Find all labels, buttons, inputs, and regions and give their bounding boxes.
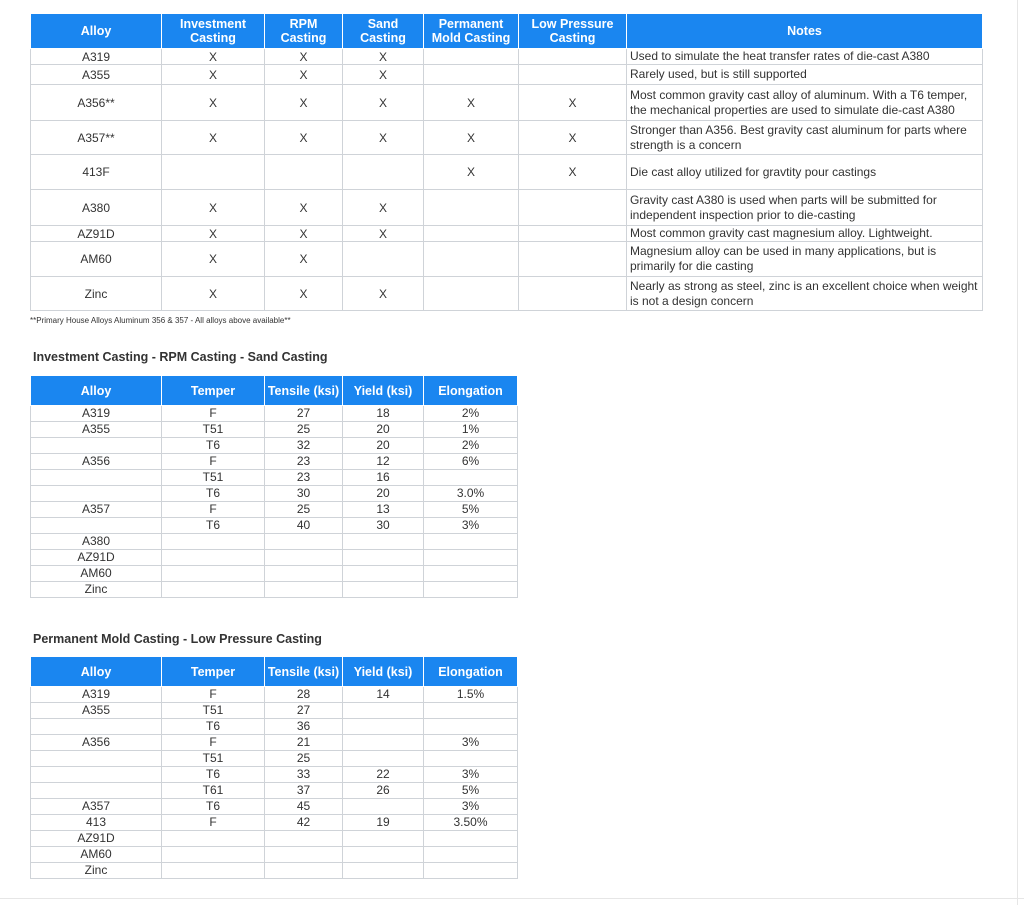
elongation-cell: [424, 550, 518, 566]
header-yield: Yield (ksi): [343, 657, 424, 687]
sand-casting-cell: X: [343, 49, 424, 65]
temper-cell: [162, 863, 265, 879]
alloy-cell: AZ91D: [31, 550, 162, 566]
tensile-cell: 30: [265, 486, 343, 502]
yield-cell: [343, 550, 424, 566]
temper-cell: [162, 847, 265, 863]
temper-cell: T6: [162, 799, 265, 815]
temper-cell: T51: [162, 470, 265, 486]
alloy-cell: AZ91D: [31, 226, 162, 242]
alloy-cell: [31, 486, 162, 502]
table-row: [31, 767, 518, 783]
alloy-cell: 413F: [31, 155, 162, 190]
tensile-cell: 25: [265, 502, 343, 518]
elongation-cell: 2%: [424, 438, 518, 454]
tensile-cell: [265, 582, 343, 598]
header-permanent-mold-casting: Permanent Mold Casting: [424, 14, 519, 49]
sand-casting-cell: X: [343, 85, 424, 121]
rpm-casting-cell: X: [265, 65, 343, 85]
section-title-permanent-mold-low-pressure: Permanent Mold Casting - Low Pressure Casting: [33, 632, 322, 646]
yield-cell: [343, 566, 424, 582]
table-row: [31, 582, 518, 598]
elongation-cell: [424, 751, 518, 767]
yield-cell: 14: [343, 687, 424, 703]
alloy-cell: [31, 438, 162, 454]
header-low-pressure-casting: Low Pressure Casting: [519, 14, 627, 49]
elongation-cell: [424, 831, 518, 847]
table-row: [31, 518, 518, 534]
sand-casting-cell: X: [343, 121, 424, 155]
elongation-cell: [424, 863, 518, 879]
table-row: [31, 85, 983, 121]
table-row: [31, 831, 518, 847]
elongation-cell: 1.5%: [424, 687, 518, 703]
temper-cell: T51: [162, 422, 265, 438]
investment-casting-cell: X: [162, 226, 265, 242]
table-row: [31, 783, 518, 799]
alloy-cell: A357: [31, 799, 162, 815]
investment-casting-cell: X: [162, 121, 265, 155]
alloy-cell: Zinc: [31, 582, 162, 598]
alloy-cell: AZ91D: [31, 831, 162, 847]
alloy-cell: A380: [31, 190, 162, 226]
table-row: [31, 502, 518, 518]
alloy-cell: A356: [31, 735, 162, 751]
properties-table-header: [31, 376, 518, 406]
header-rpm-casting: RPM Casting: [265, 14, 343, 49]
notes-cell: Magnesium alloy can be used in many applications, but is primarily for die casting: [627, 242, 983, 277]
tensile-cell: 42: [265, 815, 343, 831]
header-elongation: Elongation: [424, 376, 518, 406]
investment-casting-cell: X: [162, 190, 265, 226]
table-row: [31, 735, 518, 751]
rpm-casting-cell: X: [265, 226, 343, 242]
yield-cell: 18: [343, 406, 424, 422]
tensile-cell: [265, 550, 343, 566]
yield-cell: [343, 799, 424, 815]
rpm-casting-cell: [265, 155, 343, 190]
alloy-cell: A355: [31, 422, 162, 438]
table-row: [31, 703, 518, 719]
permanent-mold-cell: [424, 277, 519, 311]
table-row: [31, 242, 983, 277]
header-sand-casting: Sand Casting: [343, 14, 424, 49]
notes-cell: Most common gravity cast alloy of aluminum. With a T6 temper, the mechanical properties are used to simulate die-cast A380: [627, 85, 983, 121]
low-pressure-cell: [519, 226, 627, 242]
yield-cell: [343, 582, 424, 598]
tensile-cell: [265, 566, 343, 582]
alloy-cell: A356**: [31, 85, 162, 121]
notes-cell: Used to simulate the heat transfer rates of die-cast A380: [627, 49, 983, 65]
permanent-mold-cell: [424, 190, 519, 226]
alloy-cell: A355: [31, 65, 162, 85]
table-row: [31, 486, 518, 502]
sand-casting-cell: X: [343, 190, 424, 226]
page-edge-right: [1017, 0, 1018, 905]
alloy-cell: A319: [31, 49, 162, 65]
elongation-cell: [424, 847, 518, 863]
temper-cell: [162, 534, 265, 550]
notes-cell: Stronger than A356. Best gravity cast aluminum for parts where strength is a concern: [627, 121, 983, 155]
rpm-casting-cell: X: [265, 85, 343, 121]
yield-cell: 19: [343, 815, 424, 831]
permanent-mold-cell: [424, 49, 519, 65]
elongation-cell: [424, 582, 518, 598]
yield-cell: [343, 534, 424, 550]
rpm-casting-cell: X: [265, 277, 343, 311]
footnote: **Primary House Alloys Aluminum 356 & 357 - All alloys above available**: [30, 316, 291, 325]
table-row: [31, 847, 518, 863]
header-temper: Temper: [162, 657, 265, 687]
yield-cell: 22: [343, 767, 424, 783]
yield-cell: 20: [343, 422, 424, 438]
temper-cell: T51: [162, 703, 265, 719]
tensile-cell: 23: [265, 470, 343, 486]
yield-cell: [343, 831, 424, 847]
temper-cell: F: [162, 502, 265, 518]
yield-cell: 13: [343, 502, 424, 518]
notes-cell: Die cast alloy utilized for gravtity pour castings: [627, 155, 983, 190]
table-row: [31, 566, 518, 582]
alloy-cell: A319: [31, 406, 162, 422]
temper-cell: F: [162, 454, 265, 470]
alloy-cell: AM60: [31, 242, 162, 277]
yield-cell: 20: [343, 486, 424, 502]
temper-cell: T6: [162, 518, 265, 534]
low-pressure-cell: [519, 65, 627, 85]
investment-casting-cell: X: [162, 65, 265, 85]
permanent-mold-cell: [424, 226, 519, 242]
page-edge-bottom: [0, 898, 1024, 899]
low-pressure-cell: X: [519, 155, 627, 190]
header-investment-casting: Investment Casting: [162, 14, 265, 49]
notes-cell: Most common gravity cast magnesium alloy. Lightweight.: [627, 226, 983, 242]
alloy-cell: A319: [31, 687, 162, 703]
temper-cell: F: [162, 815, 265, 831]
investment-casting-cell: X: [162, 242, 265, 277]
low-pressure-cell: [519, 190, 627, 226]
tensile-cell: 25: [265, 751, 343, 767]
yield-cell: [343, 847, 424, 863]
elongation-cell: 3%: [424, 518, 518, 534]
table-row: [31, 155, 983, 190]
elongation-cell: 3.50%: [424, 815, 518, 831]
temper-cell: [162, 566, 265, 582]
rpm-casting-cell: X: [265, 49, 343, 65]
low-pressure-cell: X: [519, 85, 627, 121]
yield-cell: [343, 703, 424, 719]
elongation-cell: 5%: [424, 783, 518, 799]
tensile-cell: [265, 534, 343, 550]
alloy-casting-table: [30, 13, 983, 311]
alloy-cell: [31, 518, 162, 534]
elongation-cell: 5%: [424, 502, 518, 518]
tensile-cell: 23: [265, 454, 343, 470]
properties-table-investment-rpm-sand: [30, 375, 518, 598]
table-row: [31, 550, 518, 566]
elongation-cell: 3%: [424, 735, 518, 751]
sand-casting-cell: X: [343, 65, 424, 85]
yield-cell: 26: [343, 783, 424, 799]
table-row: [31, 534, 518, 550]
elongation-cell: 3%: [424, 767, 518, 783]
alloy-cell: A380: [31, 534, 162, 550]
alloy-cell: A356: [31, 454, 162, 470]
properties-table-header: [31, 657, 518, 687]
temper-cell: T61: [162, 783, 265, 799]
alloy-cell: AM60: [31, 566, 162, 582]
yield-cell: 12: [343, 454, 424, 470]
elongation-cell: [424, 719, 518, 735]
sand-casting-cell: X: [343, 226, 424, 242]
table-row: [31, 751, 518, 767]
sand-casting-cell: [343, 155, 424, 190]
table-row: [31, 454, 518, 470]
yield-cell: [343, 751, 424, 767]
elongation-cell: 3.0%: [424, 486, 518, 502]
table-row: [31, 687, 518, 703]
sand-casting-cell: [343, 242, 424, 277]
tensile-cell: [265, 863, 343, 879]
table-row: [31, 863, 518, 879]
header-alloy: Alloy: [31, 376, 162, 406]
investment-casting-cell: X: [162, 49, 265, 65]
elongation-cell: [424, 566, 518, 582]
elongation-cell: 3%: [424, 799, 518, 815]
permanent-mold-cell: [424, 65, 519, 85]
investment-casting-cell: [162, 155, 265, 190]
tensile-cell: 40: [265, 518, 343, 534]
tensile-cell: 45: [265, 799, 343, 815]
table-row: [31, 49, 983, 65]
alloy-cell: A357**: [31, 121, 162, 155]
header-tensile: Tensile (ksi): [265, 657, 343, 687]
yield-cell: 16: [343, 470, 424, 486]
table-row: [31, 190, 983, 226]
temper-cell: T51: [162, 751, 265, 767]
header-yield: Yield (ksi): [343, 376, 424, 406]
temper-cell: [162, 550, 265, 566]
table-row: [31, 422, 518, 438]
alloy-cell: [31, 719, 162, 735]
low-pressure-cell: X: [519, 121, 627, 155]
yield-cell: 30: [343, 518, 424, 534]
permanent-mold-cell: X: [424, 85, 519, 121]
properties-table-permanent-mold-low-pressure: [30, 656, 518, 879]
tensile-cell: 21: [265, 735, 343, 751]
alloy-cell: A355: [31, 703, 162, 719]
table-row: [31, 65, 983, 85]
alloy-cell: [31, 767, 162, 783]
header-alloy: Alloy: [31, 657, 162, 687]
temper-cell: T6: [162, 486, 265, 502]
table-row: [31, 470, 518, 486]
low-pressure-cell: [519, 49, 627, 65]
temper-cell: F: [162, 406, 265, 422]
tensile-cell: 27: [265, 703, 343, 719]
yield-cell: [343, 863, 424, 879]
temper-cell: T6: [162, 719, 265, 735]
alloy-cell: Zinc: [31, 863, 162, 879]
rpm-casting-cell: X: [265, 190, 343, 226]
sand-casting-cell: X: [343, 277, 424, 311]
yield-cell: [343, 719, 424, 735]
temper-cell: [162, 582, 265, 598]
tensile-cell: 32: [265, 438, 343, 454]
header-notes: Notes: [627, 14, 983, 49]
alloy-cell: Zinc: [31, 277, 162, 311]
alloy-cell: 413: [31, 815, 162, 831]
elongation-cell: [424, 703, 518, 719]
elongation-cell: 6%: [424, 454, 518, 470]
alloy-cell: [31, 751, 162, 767]
yield-cell: [343, 735, 424, 751]
alloy-cell: A357: [31, 502, 162, 518]
low-pressure-cell: [519, 277, 627, 311]
tensile-cell: 25: [265, 422, 343, 438]
yield-cell: 20: [343, 438, 424, 454]
table-row: [31, 121, 983, 155]
notes-cell: Rarely used, but is still supported: [627, 65, 983, 85]
tensile-cell: 33: [265, 767, 343, 783]
tensile-cell: [265, 831, 343, 847]
alloy-table-header: [31, 14, 983, 49]
section-title-investment-rpm-sand: Investment Casting - RPM Casting - Sand Casting: [33, 350, 328, 364]
table-row: [31, 815, 518, 831]
notes-cell: Gravity cast A380 is used when parts will be submitted for independent inspection prior to die-casting: [627, 190, 983, 226]
rpm-casting-cell: X: [265, 121, 343, 155]
alloy-cell: [31, 783, 162, 799]
alloy-cell: AM60: [31, 847, 162, 863]
table-row: [31, 799, 518, 815]
rpm-casting-cell: X: [265, 242, 343, 277]
temper-cell: T6: [162, 767, 265, 783]
header-elongation: Elongation: [424, 657, 518, 687]
header-alloy: Alloy: [31, 14, 162, 49]
header-temper: Temper: [162, 376, 265, 406]
header-tensile: Tensile (ksi): [265, 376, 343, 406]
elongation-cell: [424, 534, 518, 550]
elongation-cell: 1%: [424, 422, 518, 438]
temper-cell: F: [162, 735, 265, 751]
table-row: [31, 277, 983, 311]
temper-cell: [162, 831, 265, 847]
table-row: [31, 719, 518, 735]
tensile-cell: 36: [265, 719, 343, 735]
table-row: [31, 226, 983, 242]
tensile-cell: 27: [265, 406, 343, 422]
low-pressure-cell: [519, 242, 627, 277]
temper-cell: T6: [162, 438, 265, 454]
elongation-cell: [424, 470, 518, 486]
alloy-cell: [31, 470, 162, 486]
investment-casting-cell: X: [162, 85, 265, 121]
table-row: [31, 406, 518, 422]
tensile-cell: 37: [265, 783, 343, 799]
tensile-cell: [265, 847, 343, 863]
notes-cell: Nearly as strong as steel, zinc is an excellent choice when weight is not a design concern: [627, 277, 983, 311]
permanent-mold-cell: X: [424, 155, 519, 190]
permanent-mold-cell: [424, 242, 519, 277]
temper-cell: F: [162, 687, 265, 703]
elongation-cell: 2%: [424, 406, 518, 422]
tensile-cell: 28: [265, 687, 343, 703]
investment-casting-cell: X: [162, 277, 265, 311]
table-row: [31, 438, 518, 454]
permanent-mold-cell: X: [424, 121, 519, 155]
